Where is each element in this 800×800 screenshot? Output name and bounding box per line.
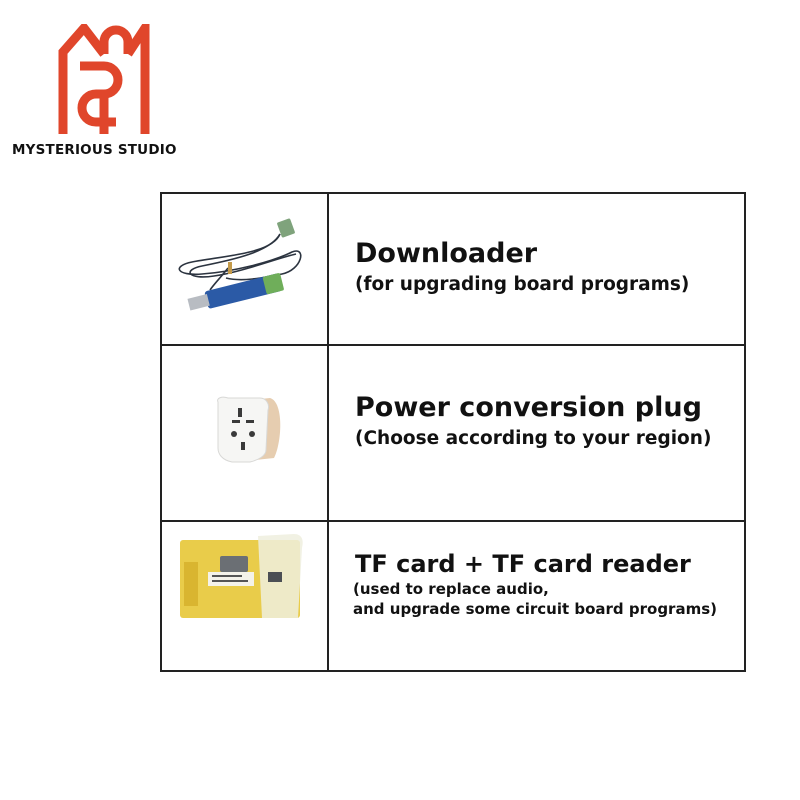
accessory-table [160, 192, 746, 672]
item-title: Downloader [355, 238, 538, 269]
item-text [329, 346, 744, 520]
item-subtitle-line-2: and upgrade some circuit board programs) [353, 600, 717, 618]
item-title: Power conversion plug [355, 392, 702, 423]
tf-card-reader-package-image [162, 522, 327, 670]
item-subtitle: (for upgrading board programs) [355, 274, 690, 295]
usb-downloader-cable-image [162, 194, 327, 344]
item-text [329, 522, 744, 670]
brand-name: MYSTERIOUS STUDIO [12, 142, 177, 158]
table-row [162, 522, 744, 670]
table-row [162, 346, 744, 522]
item-subtitle: (Choose according to your region) [355, 428, 712, 449]
table-row [162, 194, 744, 346]
item-text [329, 194, 744, 344]
item-subtitle-line-1: (used to replace audio, [353, 580, 549, 598]
brand-logo [12, 22, 192, 162]
ms-monogram-icon [58, 24, 150, 142]
power-adapter-plug-image [162, 346, 327, 520]
item-title: TF card + TF card reader [355, 550, 691, 578]
